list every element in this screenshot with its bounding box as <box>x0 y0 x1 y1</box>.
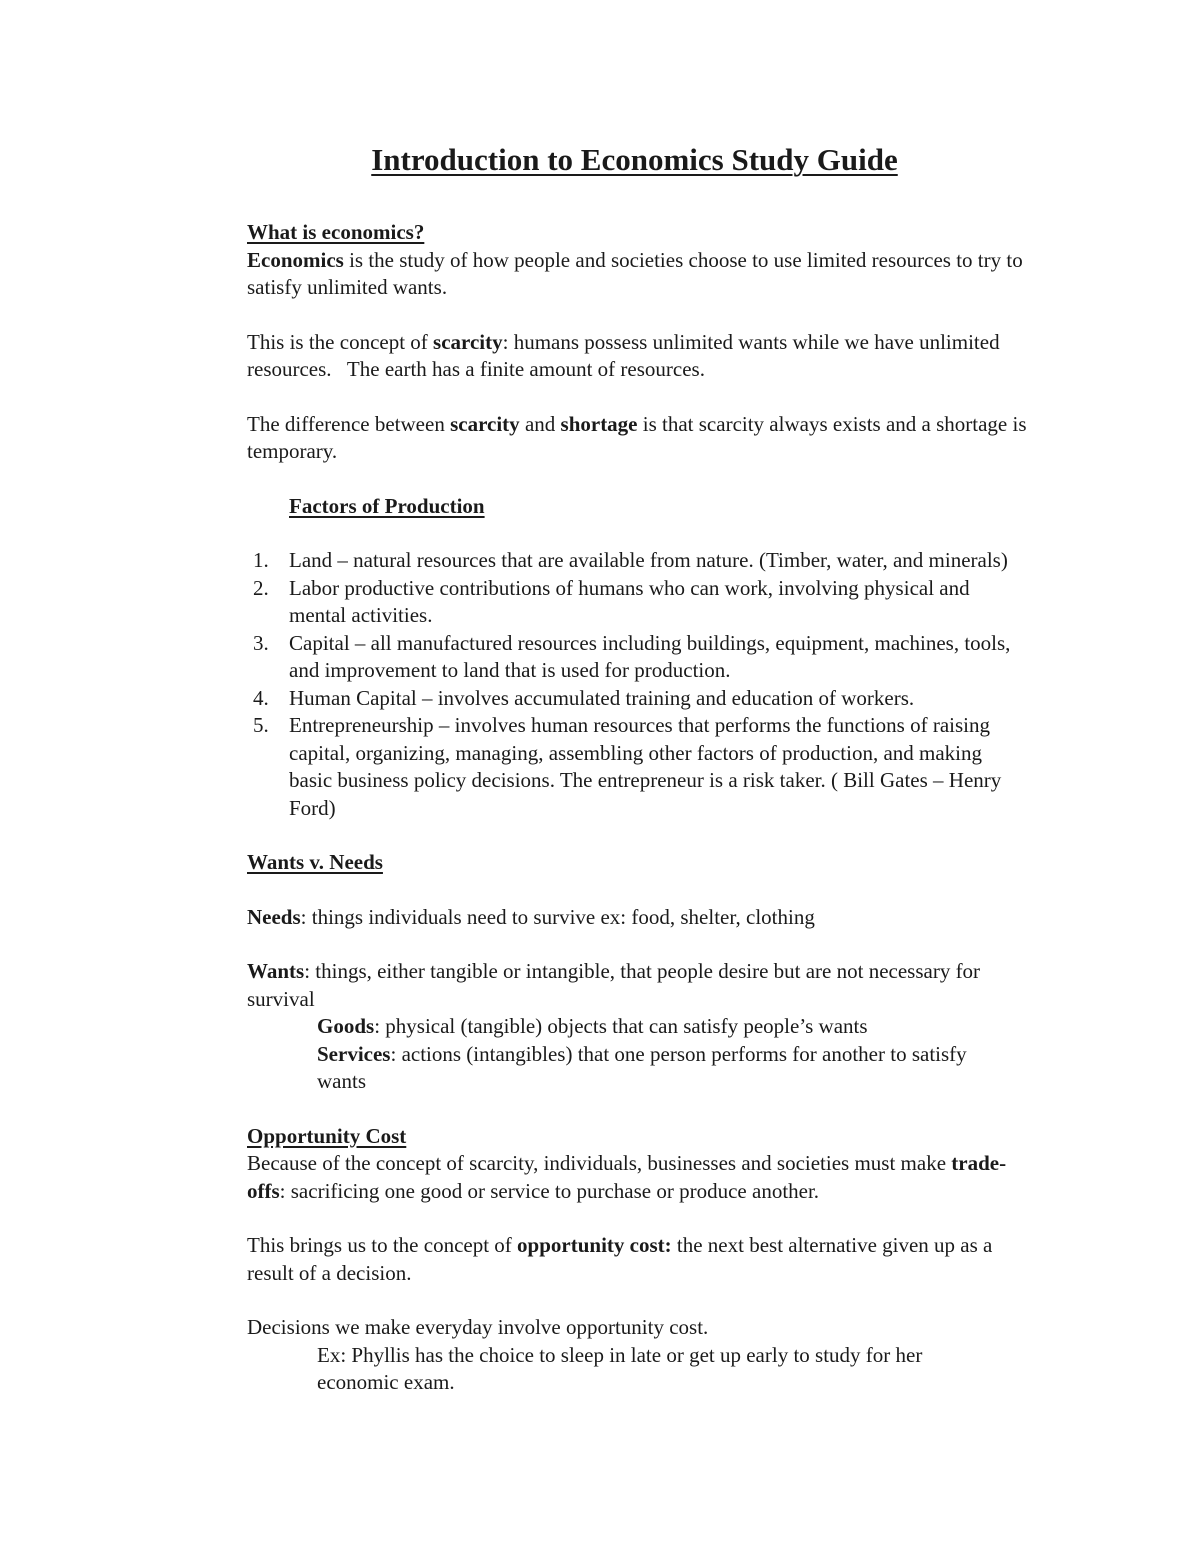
wants-definition <box>247 958 1027 1013</box>
decisions-paragraph: Decisions we make everyday involve opportunity cost. <box>247 1315 709 1339</box>
difference-intro: The difference between <box>247 411 451 436</box>
term-opportunity-cost: opportunity cost: <box>517 1233 672 1257</box>
heading-opportunity-cost: Opportunity Cost <box>247 1123 407 1148</box>
term-goods: Goods <box>317 1014 375 1038</box>
list-item-text: Labor productive contributions of humans who can work, involving physical and mental activities. <box>289 575 970 627</box>
study-guide-page <box>247 140 1027 1397</box>
services-definition <box>317 1041 997 1096</box>
term-shortage: shortage <box>560 411 638 436</box>
list-item <box>247 547 1027 575</box>
list-number: 4. <box>253 685 269 710</box>
list-number: 2. <box>253 575 269 600</box>
list-item-text: Entrepreneurship – involves human resources that performs the functions of raising capital, organizing, managing, assembling other factors of production, and making basic business policy decisions. The entrepreneur is a risk taker. ( Bill Gates – Henry Ford) <box>289 713 1002 820</box>
needs-text: : things individuals need to survive ex: food, shelter, clothing <box>300 904 815 929</box>
difference-text: is that scarcity always exists and a shortage is temporary. <box>247 411 1027 463</box>
opportunity-cost-paragraph <box>247 1232 1027 1287</box>
goods-definition <box>317 1013 1027 1041</box>
scarcity-shortage-paragraph <box>247 411 1027 466</box>
trade-offs-paragraph <box>247 1150 1027 1205</box>
term-needs: Needs <box>247 904 301 929</box>
difference-and: and <box>519 411 561 436</box>
heading-wants-needs: Wants v. Needs <box>247 850 383 874</box>
list-item <box>247 575 1027 630</box>
term-scarcity-2: scarcity <box>450 411 520 436</box>
heading-factors-of-production: Factors of Production <box>289 493 485 518</box>
term-wants: Wants <box>247 959 305 983</box>
trade-offs-intro: Because of the concept of scarcity, individuals, businesses and societies must make <box>247 1151 952 1175</box>
section-opportunity-cost <box>247 1123 1027 1397</box>
list-number: 5. <box>253 713 269 737</box>
economics-definition <box>247 247 1027 302</box>
scarcity-text: : humans possess unlimited wants while we have unlimited resources. The earth has a finite amount of resources. <box>247 329 1005 381</box>
factors-list <box>247 547 1027 822</box>
list-item <box>247 630 1027 685</box>
scarcity-intro: This is the concept of <box>247 329 434 354</box>
opportunity-intro: This brings us to the concept of <box>247 1233 518 1257</box>
trade-offs-text: : sacrificing one good or service to purchase or produce another. <box>279 1178 820 1203</box>
opportunity-text: the next best alternative given up as a result of a decision. <box>247 1233 993 1285</box>
term-scarcity: scarcity <box>433 329 503 354</box>
list-number: 3. <box>253 630 269 655</box>
list-item-text: Land – natural resources that are available from nature. (Timber, water, and minerals) <box>289 548 1008 572</box>
term-services: Services <box>317 1041 391 1066</box>
term-trade-offs: trade-offs <box>247 1151 1007 1203</box>
document-title: Introduction to Economics Study Guide <box>371 142 898 177</box>
example-paragraph: Ex: Phyllis has the choice to sleep in late or get up early to study for her economic exam. <box>317 1342 923 1394</box>
services-text: : actions (intangibles) that one person performs for another to satisfy wants <box>317 1041 967 1093</box>
economics-definition-text: is the study of how people and societies choose to use limited resources to try to satisfy unlimited wants. <box>247 247 1023 299</box>
list-item-text: Human Capital – involves accumulated training and education of workers. <box>289 685 915 710</box>
scarcity-paragraph <box>247 329 1027 384</box>
list-item-text: Capital – all manufactured resources including buildings, equipment, machines, tools, and improvement to land that is used for production. <box>289 630 1011 682</box>
list-number: 1. <box>253 548 269 572</box>
section-factors-of-production <box>247 493 1027 823</box>
wants-text: : things, either tangible or intangible, that people desire but are not necessary for survival <box>247 959 981 1011</box>
section-what-is-economics <box>247 219 1027 466</box>
list-item <box>247 712 1027 822</box>
heading-what-is-economics: What is economics? <box>247 220 425 244</box>
needs-definition <box>247 904 1027 932</box>
term-economics: Economics <box>247 247 344 272</box>
goods-text: : physical (tangible) objects that can satisfy people’s wants <box>374 1014 868 1038</box>
section-wants-needs <box>247 849 1027 1096</box>
list-item <box>247 685 1027 713</box>
